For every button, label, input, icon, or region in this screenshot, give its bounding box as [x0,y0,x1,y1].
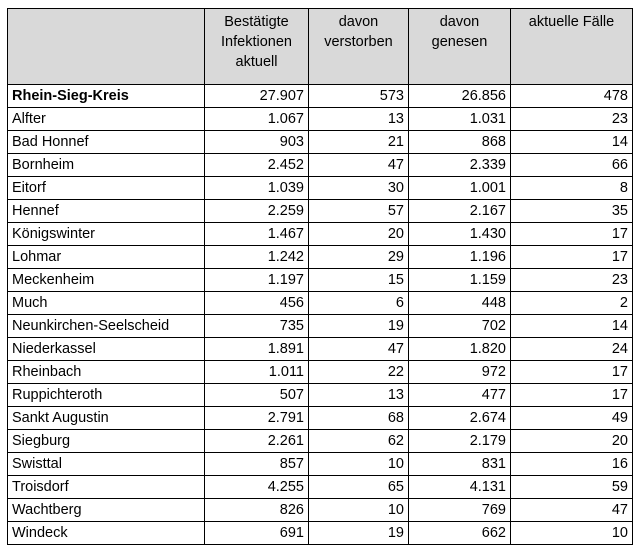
table-row [8,177,633,200]
municipality-name: Windeck [8,522,205,545]
recovered-cell: 769 [409,499,511,522]
current-cell: 59 [511,476,633,499]
municipality-name: Meckenheim [8,269,205,292]
confirmed-cell: 2.452 [205,154,309,177]
recovered-cell: 1.159 [409,269,511,292]
recovered-cell: 2.339 [409,154,511,177]
current-cell: 47 [511,499,633,522]
current-cell: 35 [511,200,633,223]
table-container [7,8,633,545]
municipality-name: Niederkassel [8,338,205,361]
current-cell: 10 [511,522,633,545]
recovered-cell: 477 [409,384,511,407]
municipality-name: Wachtberg [8,499,205,522]
confirmed-cell: 903 [205,131,309,154]
deceased-cell: 10 [309,499,409,522]
current-cell: 66 [511,154,633,177]
confirmed-cell: 691 [205,522,309,545]
header-municipality [8,9,205,85]
municipality-name: Eitorf [8,177,205,200]
current-cell: 17 [511,223,633,246]
municipality-name: Bad Honnef [8,131,205,154]
table-row [8,407,633,430]
deceased-cell: 22 [309,361,409,384]
confirmed-cell: 1.467 [205,223,309,246]
recovered-cell: 448 [409,292,511,315]
current-cell: 17 [511,361,633,384]
municipality-name: Hennef [8,200,205,223]
recovered-cell: 972 [409,361,511,384]
table-row [8,108,633,131]
confirmed-cell: 2.259 [205,200,309,223]
confirmed-cell: 456 [205,292,309,315]
confirmed-cell: 1.011 [205,361,309,384]
confirmed-cell: 735 [205,315,309,338]
recovered-cell: 1.031 [409,108,511,131]
confirmed-cell: 507 [205,384,309,407]
deceased-cell: 57 [309,200,409,223]
current-cell: 17 [511,246,633,269]
municipality-name: Much [8,292,205,315]
confirmed-cell: 1.891 [205,338,309,361]
table-body [8,85,633,545]
recovered-cell: 1.430 [409,223,511,246]
total-recovered: 26.856 [409,85,511,108]
municipality-name: Swisttal [8,453,205,476]
current-cell: 14 [511,315,633,338]
municipality-name: Lohmar [8,246,205,269]
deceased-cell: 15 [309,269,409,292]
table-row [8,315,633,338]
recovered-cell: 2.167 [409,200,511,223]
deceased-cell: 13 [309,108,409,131]
current-cell: 16 [511,453,633,476]
deceased-cell: 10 [309,453,409,476]
table-row [8,223,633,246]
deceased-cell: 62 [309,430,409,453]
deceased-cell: 13 [309,384,409,407]
recovered-cell: 831 [409,453,511,476]
recovered-cell: 4.131 [409,476,511,499]
table-row [8,292,633,315]
current-cell: 20 [511,430,633,453]
recovered-cell: 2.674 [409,407,511,430]
total-name: Rhein-Sieg-Kreis [8,85,205,108]
deceased-cell: 21 [309,131,409,154]
confirmed-cell: 2.791 [205,407,309,430]
deceased-cell: 19 [309,315,409,338]
table-row [8,361,633,384]
confirmed-cell: 1.242 [205,246,309,269]
total-deceased: 573 [309,85,409,108]
header-recovered: davon genesen [409,9,511,85]
table-row [8,338,633,361]
recovered-cell: 1.196 [409,246,511,269]
municipality-name: Bornheim [8,154,205,177]
confirmed-cell: 857 [205,453,309,476]
deceased-cell: 6 [309,292,409,315]
header-confirmed-infections: Bestätigte Infektionen aktuell [205,9,309,85]
current-cell: 17 [511,384,633,407]
municipality-name: Alfter [8,108,205,131]
table-row [8,200,633,223]
deceased-cell: 65 [309,476,409,499]
total-confirmed: 27.907 [205,85,309,108]
municipality-name: Sankt Augustin [8,407,205,430]
municipality-name: Troisdorf [8,476,205,499]
table-row [8,499,633,522]
recovered-cell: 2.179 [409,430,511,453]
municipality-name: Ruppichteroth [8,384,205,407]
table-row [8,522,633,545]
deceased-cell: 19 [309,522,409,545]
confirmed-cell: 2.261 [205,430,309,453]
table-row [8,384,633,407]
table-row [8,246,633,269]
confirmed-cell: 1.039 [205,177,309,200]
current-cell: 24 [511,338,633,361]
table-row [8,430,633,453]
recovered-cell: 868 [409,131,511,154]
deceased-cell: 68 [309,407,409,430]
table-row [8,453,633,476]
table-row [8,269,633,292]
table-row [8,131,633,154]
municipality-name: Siegburg [8,430,205,453]
current-cell: 14 [511,131,633,154]
deceased-cell: 47 [309,154,409,177]
header-current-cases: aktuelle Fälle [511,9,633,85]
header-row [8,9,633,85]
deceased-cell: 47 [309,338,409,361]
current-cell: 23 [511,108,633,131]
confirmed-cell: 826 [205,499,309,522]
table-row [8,154,633,177]
table-row [8,476,633,499]
confirmed-cell: 1.067 [205,108,309,131]
recovered-cell: 702 [409,315,511,338]
deceased-cell: 30 [309,177,409,200]
deceased-cell: 20 [309,223,409,246]
total-current: 478 [511,85,633,108]
deceased-cell: 29 [309,246,409,269]
confirmed-cell: 4.255 [205,476,309,499]
infection-table [7,8,633,545]
municipality-name: Königswinter [8,223,205,246]
header-deceased: davon verstorben [309,9,409,85]
current-cell: 49 [511,407,633,430]
confirmed-cell: 1.197 [205,269,309,292]
municipality-name: Rheinbach [8,361,205,384]
recovered-cell: 1.001 [409,177,511,200]
current-cell: 23 [511,269,633,292]
current-cell: 2 [511,292,633,315]
total-row [8,85,633,108]
recovered-cell: 662 [409,522,511,545]
current-cell: 8 [511,177,633,200]
recovered-cell: 1.820 [409,338,511,361]
municipality-name: Neunkirchen-Seelscheid [8,315,205,338]
